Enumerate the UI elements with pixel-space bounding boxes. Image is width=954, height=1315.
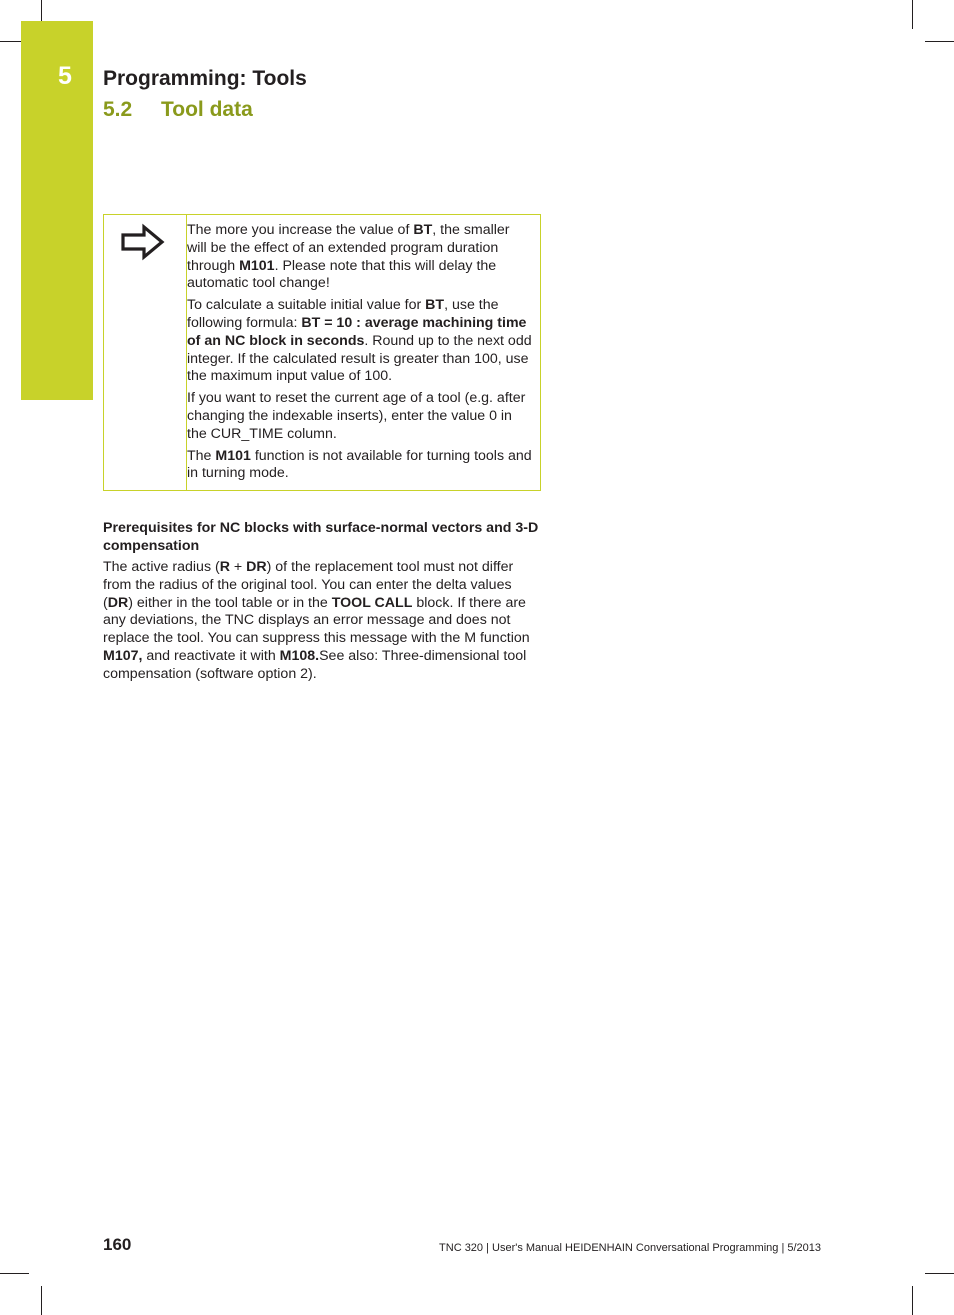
body-text-span: The active radius ( xyxy=(103,559,220,575)
body-text-span: and reactivate it with xyxy=(142,647,280,664)
note-text-span: To calculate a suitable initial value for xyxy=(187,297,426,314)
note-text-span: function is not available for turning tools and in turning mode. xyxy=(187,447,532,482)
crop-mark xyxy=(0,1273,29,1274)
note-bold-span: BT xyxy=(413,222,433,238)
section-number: 5.2 xyxy=(103,98,133,121)
page-number: 160 xyxy=(103,1235,132,1254)
note-text-span: The more you increase the value of xyxy=(187,222,414,238)
body-text-span: ) either in the tool table or in the xyxy=(128,594,332,611)
note-text-span: , use the following formula: xyxy=(187,297,499,331)
chapter-title: Programming: Tools xyxy=(103,67,307,90)
section-heading: Prerequisites for NC blocks with surface-normal vectors and 3-D compensation xyxy=(103,520,539,554)
crop-mark xyxy=(912,1286,913,1315)
body-bold-span: M108. xyxy=(279,647,320,664)
footer-text: TNC 320 | User's Manual HEIDENHAIN Conversational Programming | 5/2013 xyxy=(439,1242,821,1254)
note-bold-span: M101 xyxy=(215,447,251,464)
note-text xyxy=(187,222,533,487)
note-bold-span: M101 xyxy=(239,257,275,274)
crop-mark xyxy=(41,1286,42,1315)
arrow-right-icon xyxy=(120,223,166,261)
note-text-span: . Round up to the next odd integer. If the calculated result is greater than 100, use the maximum input value of 100. xyxy=(187,332,532,385)
body-text-span: See also: Three-dimensional tool compensation (software option 2). xyxy=(103,647,527,682)
body-text-span: block. If there are any deviations, the TNC displays an error message and does not replace the tool. You can suppress this message with the M function xyxy=(103,594,530,647)
section-title: Tool data xyxy=(161,98,253,121)
body-text-span: + xyxy=(229,559,247,575)
crop-mark xyxy=(925,1273,954,1274)
note-paragraph xyxy=(187,297,533,386)
body-text-span: ) of the replacement tool must not differ from the radius of the original tool. You can enter the delta values ( xyxy=(103,559,514,611)
body-bold-span: TOOL CALL xyxy=(331,594,413,611)
note-bold-span: BT xyxy=(425,297,445,314)
chapter-number: 5 xyxy=(58,62,72,90)
body-bold-span: M107, xyxy=(103,647,143,664)
body-bold-span: R xyxy=(219,559,230,575)
note-bold-span: BT = 10 : average machining time of an NC block in seconds xyxy=(187,314,527,349)
crop-mark xyxy=(912,0,913,29)
note-box xyxy=(103,214,541,491)
body-bold-span: DR xyxy=(107,594,129,611)
note-paragraph xyxy=(187,448,533,484)
note-text-span: , the smaller will be the effect of an extended program duration through xyxy=(187,222,510,274)
body-bold-span: DR xyxy=(246,559,267,575)
chapter-tab xyxy=(21,21,93,400)
crop-mark xyxy=(925,41,954,42)
body-paragraph-text xyxy=(103,559,543,684)
note-text-span: . Please note that this will delay the automatic tool change! xyxy=(187,257,497,292)
note-paragraph: If you want to reset the current age of a tool (e.g. after changing the indexable inserts), enter the value 0 in the CUR_TIME column. xyxy=(187,390,526,442)
note-text-span: The xyxy=(187,447,216,464)
note-paragraph xyxy=(187,222,533,293)
body-paragraph xyxy=(103,559,543,684)
